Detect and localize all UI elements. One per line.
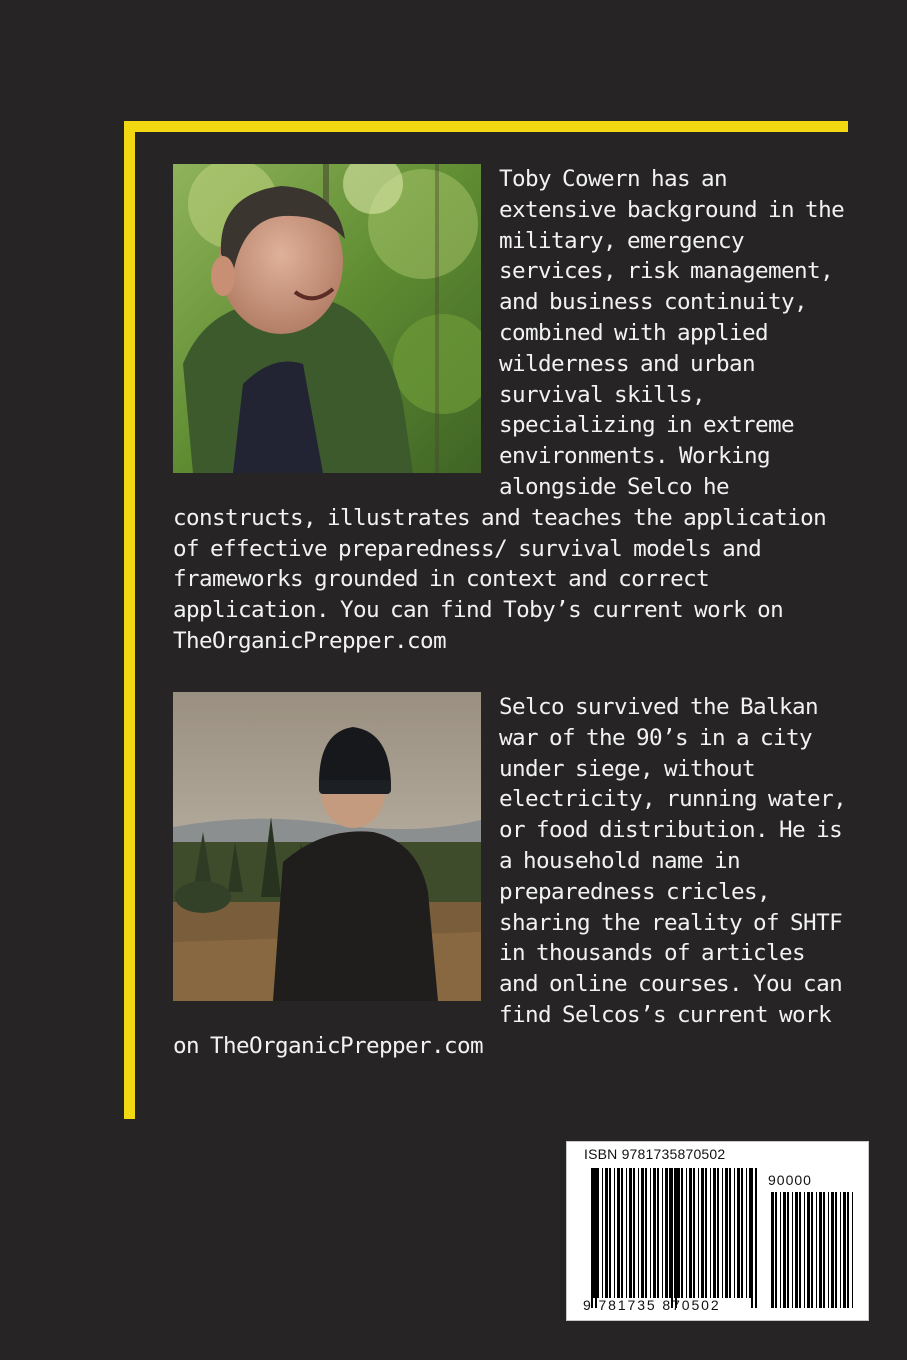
author-photo-selco <box>173 692 481 1001</box>
author-photo-toby <box>173 164 481 473</box>
yellow-frame-top <box>124 121 848 132</box>
author-bio-text: Toby Cowern has an extensive background in the military, emergency services, risk management, and business continuity, combined with applied wilderness and urban survival skills, specializing in extreme environments. Working alongside Selco he constructs, illustrates and teaches the application of effective preparedness/ survival models and frameworks grounded in context and correct application. You can find Toby’s current work on TheOrganicPrepper.com <box>173 166 845 654</box>
isbn-barcode-box <box>566 1141 869 1321</box>
barcode-addon-digits: 90000 <box>768 1172 812 1188</box>
author-bio-toby <box>173 164 853 657</box>
yellow-frame-left <box>124 121 135 1119</box>
isbn-label: ISBN 9781735870502 <box>584 1146 726 1162</box>
author-bio-text: Selco survived the Balkan war of the 90’s in a city under siege, without electricity, running water, or food distribution. He is a household name in preparedness cricles, sharing the reality of SHTF in thousands of articles and online courses. You can find Selcos’s current work on TheOrganicPrepper.com <box>173 694 847 1059</box>
barcode-icon <box>567 1142 868 1320</box>
barcode-main-digits: 9 781735 870502 <box>583 1297 721 1313</box>
author-bio-selco <box>173 692 853 1062</box>
